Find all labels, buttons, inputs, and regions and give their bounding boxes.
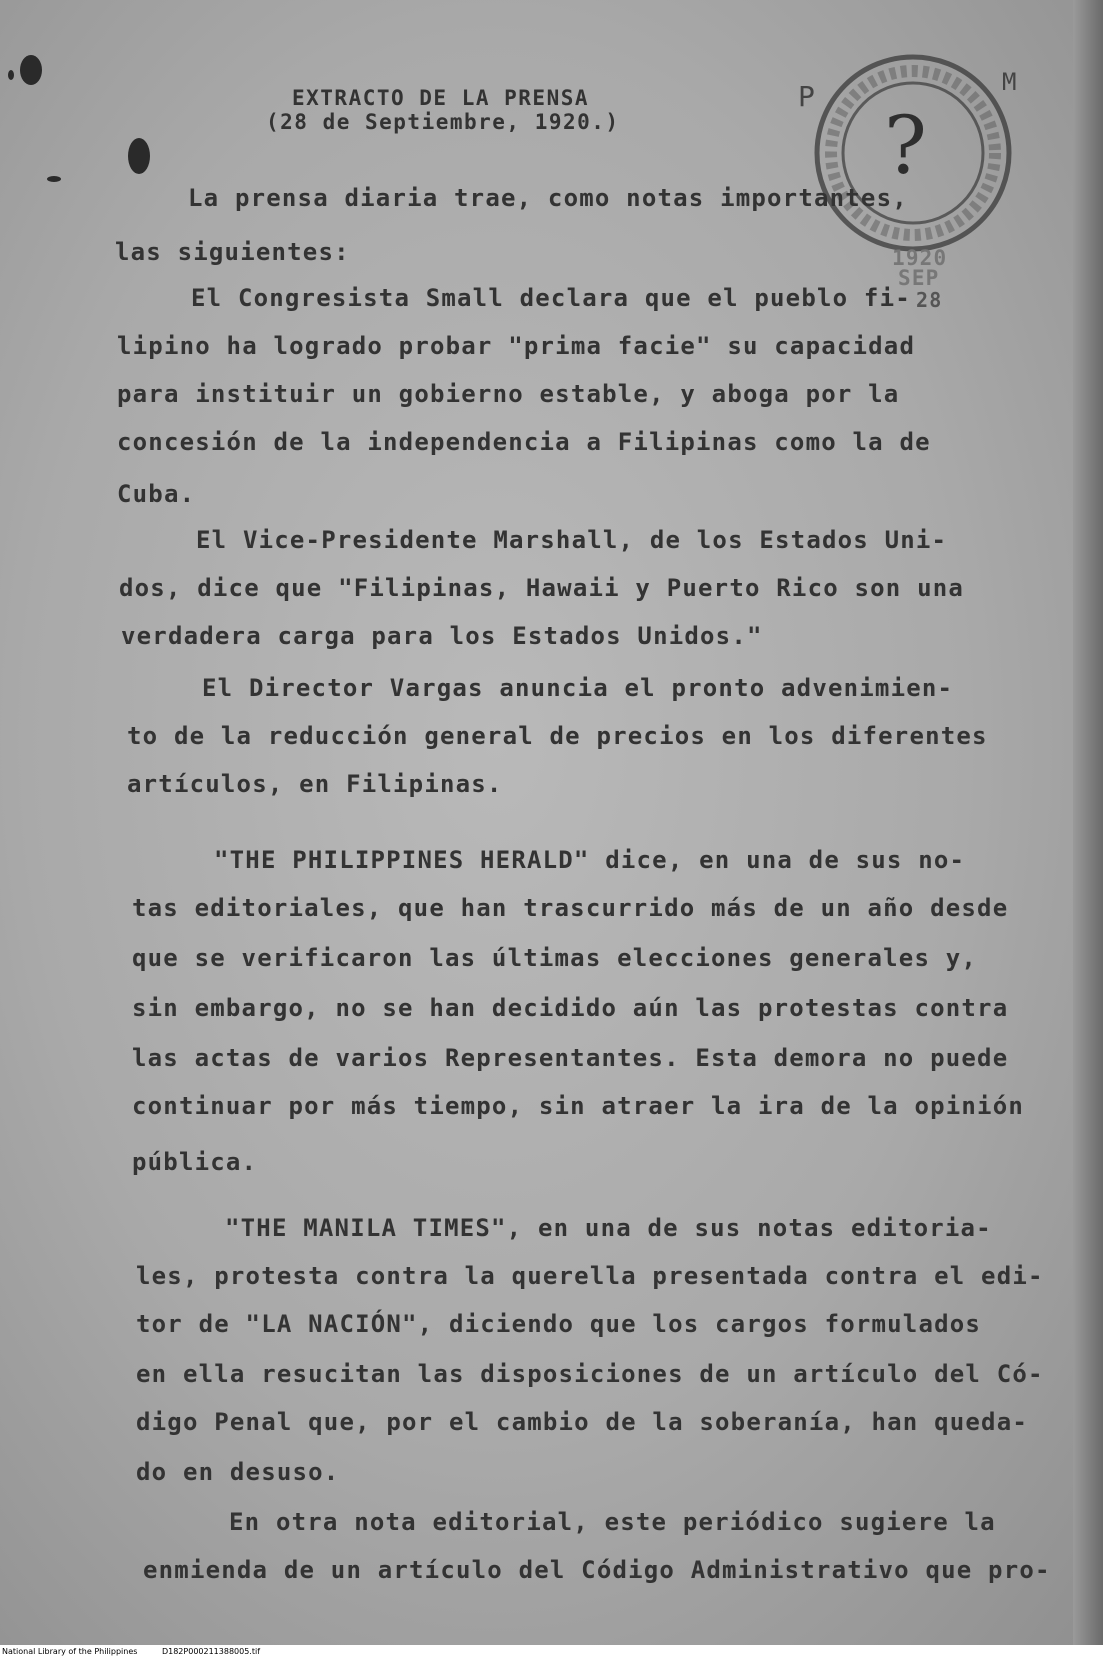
- text-line: pública.: [132, 1148, 258, 1176]
- text-line: artículos, en Filipinas.: [127, 770, 503, 798]
- scan-caption: [2, 1646, 1102, 1658]
- text-line: "THE MANILA TIMES", en una de sus notas editoria-: [225, 1214, 992, 1242]
- text-line: to de la reducción general de precios en los diferentes: [127, 722, 988, 750]
- text-line: las siguientes:: [115, 238, 350, 266]
- text-line: enmienda de un artículo del Código Administrativo que pro-: [143, 1556, 1051, 1584]
- document-title: EXTRACTO DE LA PRENSA: [292, 86, 590, 110]
- text-line: tor de "LA NACIÓN", diciendo que los cargos formulados: [136, 1310, 982, 1338]
- text-line: digo Penal que, por el cambio de la soberanía, han queda-: [136, 1408, 1029, 1436]
- caption-file-id: D182P000211388005.tif: [161, 1647, 261, 1656]
- text-line: El Vice-Presidente Marshall, de los Estados Uni-: [196, 526, 948, 554]
- ink-blot: [47, 176, 61, 182]
- text-line: La prensa diaria trae, como notas importantes,: [188, 184, 908, 212]
- text-line: continuar por más tiempo, sin atraer la ira de la opinión: [132, 1092, 1025, 1120]
- received-stamp-icon: [808, 48, 1018, 258]
- text-line: El Congresista Small declara que el pueblo fi-: [191, 284, 911, 312]
- text-line: dos, dice que "Filipinas, Hawaii y Puerto Rico son una: [119, 574, 965, 602]
- stamp-month: SEP: [898, 266, 940, 290]
- text-line: do en desuso.: [136, 1458, 340, 1486]
- text-line: las actas de varios Representantes. Esta demora no puede: [132, 1044, 1009, 1072]
- stamp-letter-left: P: [798, 80, 817, 113]
- text-line: En otra nota editorial, este periódico sugiere la: [229, 1508, 996, 1536]
- text-line: concesión de la independencia a Filipinas como la de: [117, 428, 931, 456]
- stamp-handwritten-mark: ?: [884, 99, 927, 192]
- text-line: les, protesta contra la querella presentada contra el edi-: [136, 1262, 1044, 1290]
- text-line: Cuba.: [117, 480, 196, 508]
- text-line: El Director Vargas anuncia el pronto advenimien-: [202, 674, 954, 702]
- text-line: que se verificaron las últimas elecciones generales y,: [132, 944, 978, 972]
- text-line: en ella resucitan las disposiciones de un artículo del Có-: [136, 1360, 1044, 1388]
- caption-library: National Library of the Philippines: [2, 1647, 138, 1656]
- document-date: (28 de Septiembre, 1920.): [266, 110, 620, 134]
- stamp-year: 1920: [892, 246, 948, 270]
- text-line: sin embargo, no se han decidido aún las protestas contra: [132, 994, 1009, 1022]
- page-edge-shadow: [1073, 0, 1103, 1645]
- ink-blot: [128, 138, 150, 174]
- text-line: "THE PHILIPPINES HERALD" dice, en una de sus no-: [214, 846, 966, 874]
- text-line: tas editoriales, que han trascurrido más de un año desde: [132, 894, 1009, 922]
- text-line: verdadera carga para los Estados Unidos.": [121, 622, 763, 650]
- stamp-letter-right: M: [1002, 68, 1018, 96]
- text-line: para instituir un gobierno estable, y aboga por la: [117, 380, 900, 408]
- ink-blot: [20, 55, 42, 85]
- stamp-day: 28: [916, 288, 943, 312]
- text-line: lipino ha logrado probar "prima facie" su capacidad: [117, 332, 916, 360]
- ink-blot: [8, 70, 14, 80]
